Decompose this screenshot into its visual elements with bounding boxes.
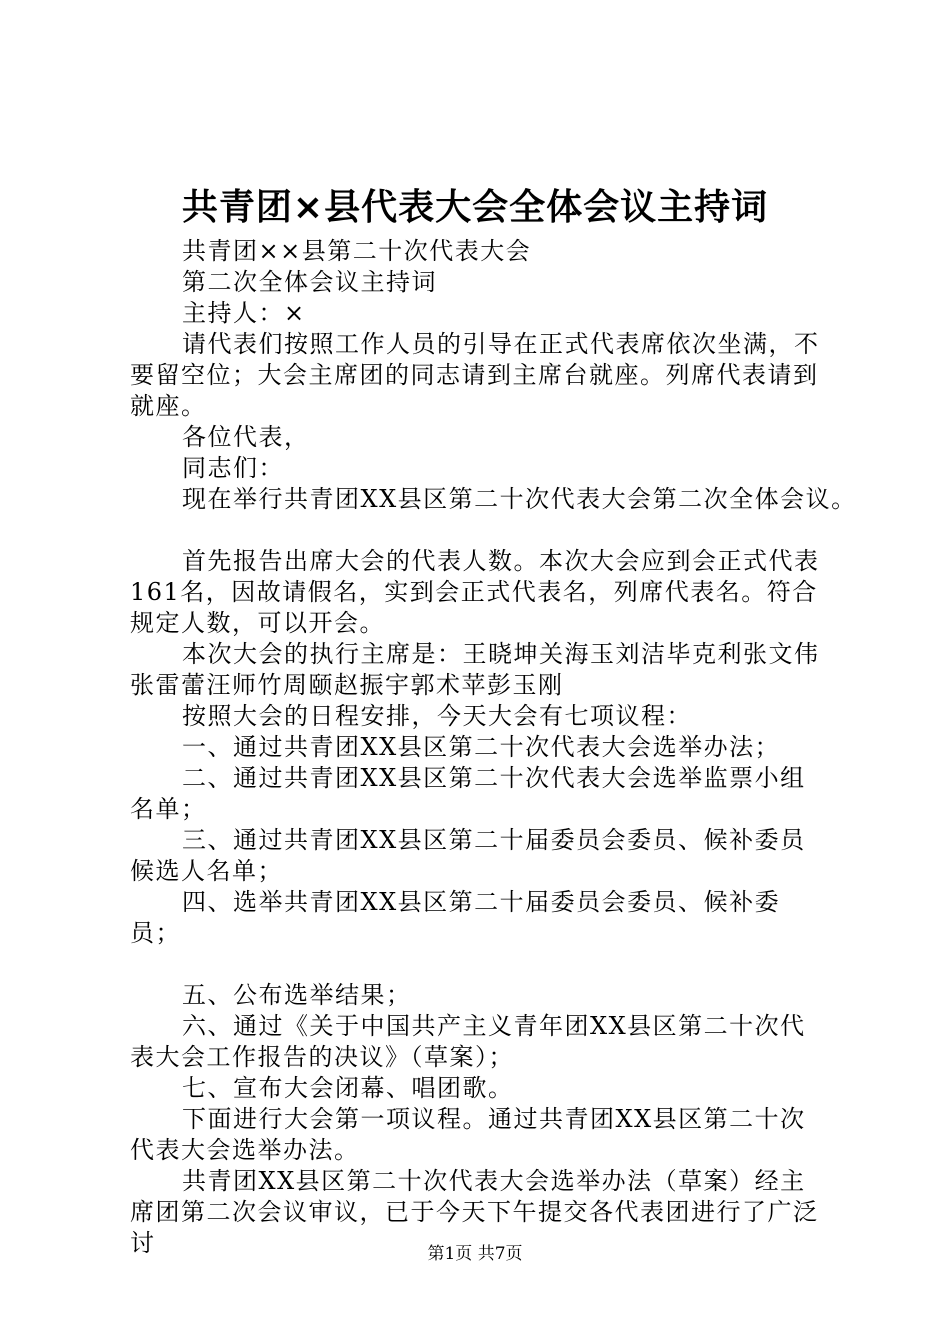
paragraph-meeting-opening: 现在举行共青团XX县区第二十次代表大会第二次全体会议。 (182, 485, 857, 513)
paragraph-greeting-comrades: 同志们： (182, 454, 284, 482)
blank-line (130, 949, 830, 980)
paragraph-greeting-delegates: 各位代表， (182, 423, 310, 451)
agenda-item-5: 五、公布选举结果； (182, 981, 412, 1009)
document-title: 共青团×县代表大会全体会议主持词 (181, 187, 769, 228)
page-number-footer: 第1页 共7页 (427, 1244, 523, 1264)
paragraph-election-method-review: 共青团XX县区第二十次代表大会选举办法（草案）经主席团第二次会议审议，已于今天下午提交各代表团进行了广泛讨 (130, 1167, 819, 1257)
agenda-item-1: 一、通过共青团XX县区第二十次代表大会选举办法； (182, 733, 781, 761)
agenda-item-2: 二、通过共青团XX县区第二十次代表大会选举监票小组名单； (130, 764, 806, 823)
agenda-item-4: 四、选举共青团XX县区第二十届委员会委员、候补委员； (130, 888, 781, 947)
document-body (130, 236, 857, 1259)
agenda-item-6: 六、通过《关于中国共产主义青年团XX县区第二十次代表大会工作报告的决议》（草案）； (130, 1012, 806, 1071)
paragraph-host: 主持人：× (182, 299, 306, 327)
agenda-item-3: 三、通过共青团XX县区第二十届委员会委员、候补委员候选人名单； (130, 826, 806, 885)
paragraph-seating-instructions: 请代表们按照工作人员的引导在正式代表席依次坐满，不要留空位；大会主席团的同志请到主席台就座。列席代表请到就座。 (130, 330, 820, 420)
paragraph-agenda-intro: 按照大会的日程安排，今天大会有七项议程： (182, 702, 692, 730)
paragraph-first-agenda-start: 下面进行大会第一项议程。通过共青团XX县区第二十次代表大会选举办法。 (130, 1105, 806, 1164)
paragraph-subtitle: 第二次全体会议主持词 (182, 268, 437, 296)
agenda-item-7: 七、宣布大会闭幕、唱团歌。 (182, 1074, 514, 1102)
blank-line (130, 515, 830, 546)
paragraph-attendance-report: 首先报告出席大会的代表人数。本次大会应到会正式代表161名，因故请假名，实到会正式代表名，列席代表名。符合规定人数，可以开会。 (130, 547, 820, 637)
paragraph-congress-name: 共青团××县第二十次代表大会 (182, 237, 532, 265)
paragraph-executive-chairs: 本次大会的执行主席是：王晓坤关海玉刘洁毕克利张文伟张雷蕾汪师竹周颐赵振宇郭术苹彭玉刚 (130, 640, 820, 699)
